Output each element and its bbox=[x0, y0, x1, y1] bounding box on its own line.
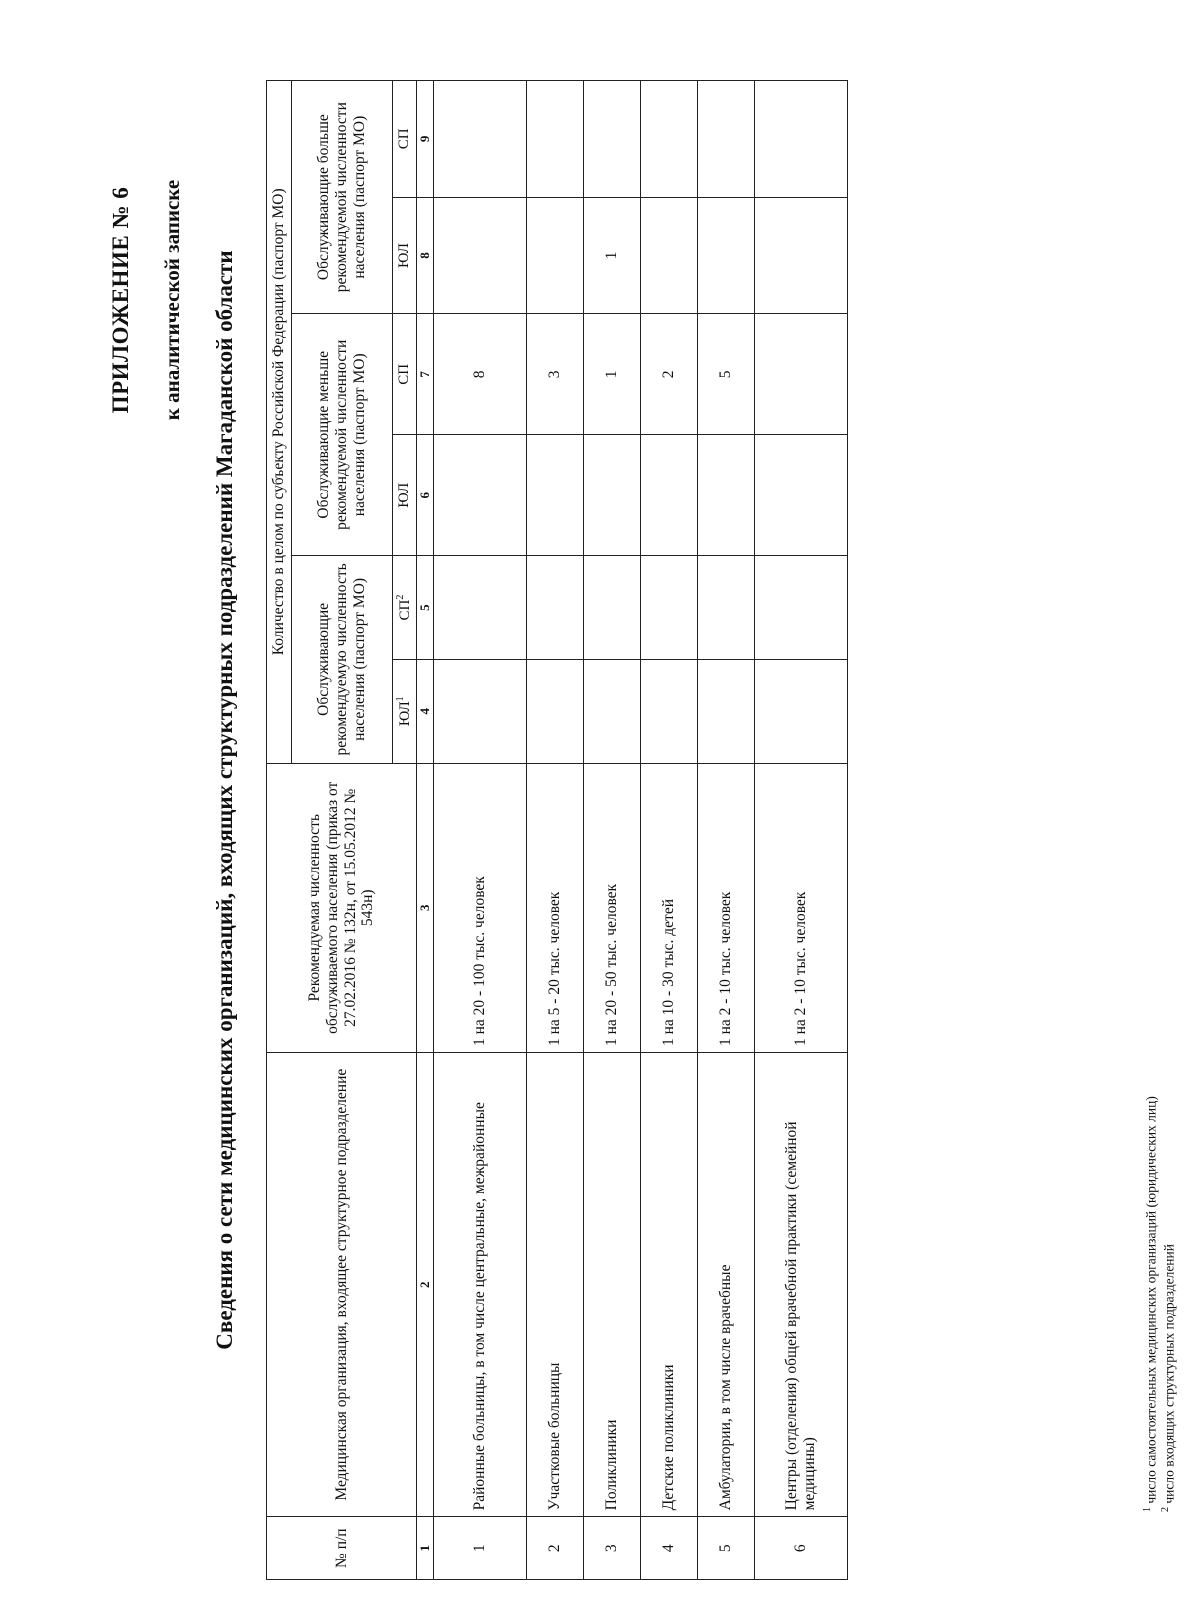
cell-sp-recommended bbox=[527, 556, 584, 660]
header-yul-1 bbox=[393, 659, 417, 763]
header-yul-2: ЮЛ bbox=[393, 435, 417, 556]
cell-sp-recommended bbox=[755, 556, 848, 660]
row-number: 2 bbox=[527, 1517, 584, 1580]
footnote-1-text: число самостоятельных медицинских организаций (юридических лиц) bbox=[1143, 1096, 1159, 1504]
cell-yul-recommended bbox=[434, 659, 527, 763]
header-yul-1-text: ЮЛ bbox=[397, 701, 413, 727]
cell-yul-less bbox=[698, 435, 755, 556]
cell-yul-more bbox=[434, 197, 527, 314]
header-yul-3: ЮЛ bbox=[393, 197, 417, 314]
cell-yul-less bbox=[434, 435, 527, 556]
cell-sp-less: 1 bbox=[584, 314, 641, 435]
cell-yul-less bbox=[755, 435, 848, 556]
column-number: 3 bbox=[417, 763, 434, 1052]
cell-yul-more bbox=[698, 197, 755, 314]
cell-sp-recommended bbox=[698, 556, 755, 660]
table-row bbox=[434, 81, 527, 1580]
organization-name: Районные больницы, в том числе центральные, межрайонные bbox=[434, 1053, 527, 1517]
row-number: 1 bbox=[434, 1517, 527, 1580]
organization-name: Поликлиники bbox=[584, 1053, 641, 1517]
table-row bbox=[698, 81, 755, 1580]
cell-sp-more bbox=[584, 81, 641, 198]
column-number: 1 bbox=[417, 1517, 434, 1580]
header-serving-more: Обслуживающие больше рекомендуемой численности населения (паспорт МО) bbox=[292, 81, 393, 314]
cell-sp-less: 2 bbox=[641, 314, 698, 435]
cell-sp-less: 8 bbox=[434, 314, 527, 435]
document-title: Сведения о сети медицинских организаций, входящих структурных подразделений Магаданской области bbox=[212, 250, 237, 1350]
table-row bbox=[755, 81, 848, 1580]
header-serving-less: Обслуживающие меньше рекомендуемой численности населения (паспорт МО) bbox=[292, 314, 393, 556]
header-sp-1 bbox=[393, 556, 417, 660]
appendix-title: ПРИЛОЖЕНИЕ № 6 bbox=[108, 186, 133, 414]
medical-network-table bbox=[266, 80, 848, 1580]
footnote-1 bbox=[1142, 1096, 1160, 1512]
cell-yul-recommended bbox=[641, 659, 698, 763]
column-number: 7 bbox=[417, 314, 434, 435]
cell-yul-less bbox=[641, 435, 698, 556]
organization-name: Амбулатории, в том числе врачебные bbox=[698, 1053, 755, 1517]
cell-yul-more: 1 bbox=[584, 197, 641, 314]
header-serving-recommended: Обслуживающие рекомендуемую численность населения (паспорт МО) bbox=[292, 556, 393, 763]
column-number: 6 bbox=[417, 435, 434, 556]
footnote-1-mark: 1 bbox=[1142, 1507, 1153, 1512]
table-row bbox=[527, 81, 584, 1580]
header-organization: Медицинская организация, входящее структурное подразделение bbox=[267, 1053, 417, 1517]
row-number: 6 bbox=[755, 1517, 848, 1580]
cell-sp-recommended bbox=[434, 556, 527, 660]
cell-yul-less bbox=[527, 435, 584, 556]
recommended-population: 1 на 10 - 30 тыс. детей bbox=[641, 763, 698, 1052]
cell-sp-less: 3 bbox=[527, 314, 584, 435]
recommended-population: 1 на 20 - 50 тыс. человек bbox=[584, 763, 641, 1052]
column-number: 4 bbox=[417, 659, 434, 763]
footnote-ref-1: 1 bbox=[395, 696, 406, 702]
organization-name: Участковые больницы bbox=[527, 1053, 584, 1517]
column-number: 5 bbox=[417, 556, 434, 660]
column-number: 2 bbox=[417, 1053, 434, 1517]
cell-sp-more bbox=[527, 81, 584, 198]
column-number-row bbox=[417, 81, 434, 1580]
footnote-2-mark: 2 bbox=[1160, 1507, 1172, 1512]
recommended-population: 1 на 20 - 100 тыс. человек bbox=[434, 763, 527, 1052]
cell-sp-recommended bbox=[641, 556, 698, 660]
cell-yul-recommended bbox=[755, 659, 848, 763]
organization-name: Центры (отделения) общей врачебной практики (семейной медицины) bbox=[755, 1053, 848, 1517]
footnotes bbox=[1142, 1096, 1179, 1512]
cell-yul-more bbox=[641, 197, 698, 314]
cell-yul-more bbox=[755, 197, 848, 314]
row-number: 5 bbox=[698, 1517, 755, 1580]
header-sp-3: СП bbox=[393, 81, 417, 198]
recommended-population: 1 на 2 - 10 тыс. человек bbox=[698, 763, 755, 1052]
header-sp-1-text: СП bbox=[397, 599, 413, 621]
cell-yul-recommended bbox=[698, 659, 755, 763]
table-row bbox=[641, 81, 698, 1580]
cell-sp-more bbox=[434, 81, 527, 198]
header-recommended-population: Рекомендуемая численность обслуживаемого населения (приказ от 27.02.2016 № 132н, от 15.05.2012 № 543н) bbox=[267, 763, 417, 1052]
cell-sp-recommended bbox=[584, 556, 641, 660]
recommended-population: 1 на 2 - 10 тыс. человек bbox=[755, 763, 848, 1052]
cell-sp-less bbox=[755, 314, 848, 435]
footnote-2 bbox=[1160, 1096, 1178, 1512]
cell-yul-recommended bbox=[584, 659, 641, 763]
cell-sp-more bbox=[698, 81, 755, 198]
header-row-1 bbox=[267, 81, 292, 1580]
header-sp-2: СП bbox=[393, 314, 417, 435]
header-num: № п/п bbox=[267, 1517, 417, 1580]
footnote-ref-2: 2 bbox=[395, 594, 406, 600]
cell-yul-less bbox=[584, 435, 641, 556]
footnote-2-text: число входящих структурных подразделений bbox=[1161, 1244, 1177, 1504]
header-group-total: Количество в целом по субъекту Российской Федерации (паспорт МО) bbox=[267, 81, 292, 764]
table-row bbox=[584, 81, 641, 1580]
row-number: 3 bbox=[584, 1517, 641, 1580]
appendix-subtitle: к аналитической записке bbox=[160, 179, 184, 421]
column-number: 9 bbox=[417, 81, 434, 198]
recommended-population: 1 на 5 - 20 тыс. человек bbox=[527, 763, 584, 1052]
organization-name: Детские поликлиники bbox=[641, 1053, 698, 1517]
row-number: 4 bbox=[641, 1517, 698, 1580]
cell-yul-more bbox=[527, 197, 584, 314]
cell-yul-recommended bbox=[527, 659, 584, 763]
cell-sp-less: 5 bbox=[698, 314, 755, 435]
cell-sp-more bbox=[641, 81, 698, 198]
column-number: 8 bbox=[417, 197, 434, 314]
cell-sp-more bbox=[755, 81, 848, 198]
